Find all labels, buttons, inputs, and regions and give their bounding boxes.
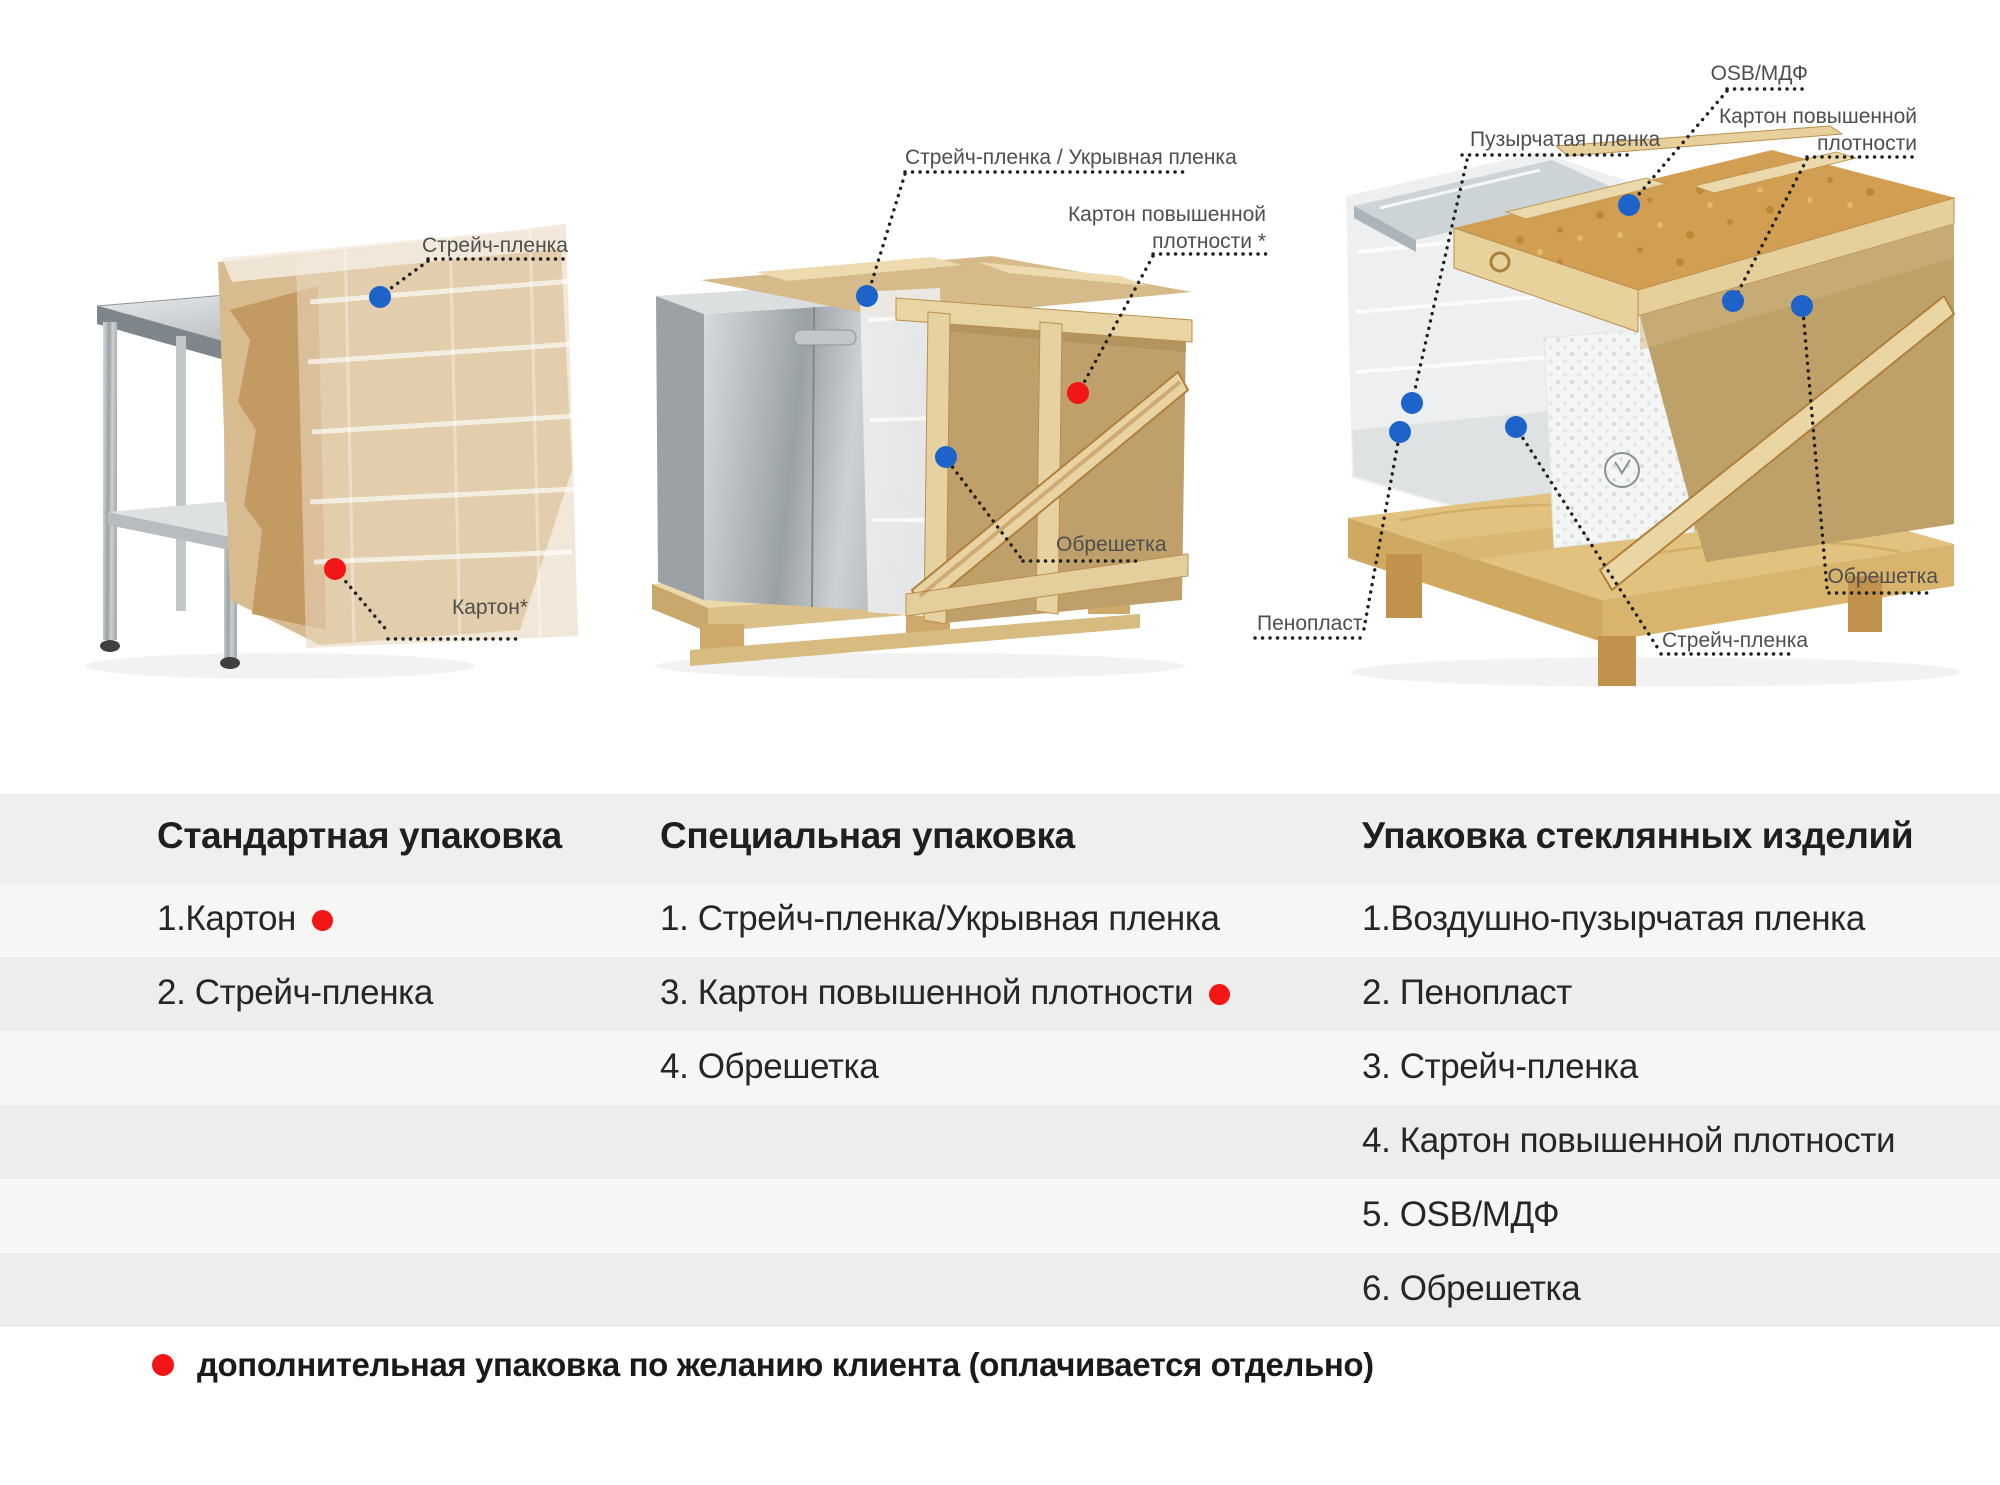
table-item	[1362, 1195, 1559, 1235]
table-item-text: 1.Картон	[157, 899, 296, 938]
blue-marker-dot	[1791, 295, 1813, 317]
table-item	[157, 899, 333, 939]
table-item	[1362, 899, 1865, 939]
table-item-text: 6. Обрешетка	[1362, 1269, 1581, 1308]
paid-extra-red-dot	[312, 910, 333, 931]
footnote-red-dot	[152, 1354, 174, 1376]
label-stretch-film-glass: Стрейч-пленка	[1662, 629, 1809, 652]
table-item	[660, 899, 1220, 939]
blue-marker-dot	[935, 446, 957, 468]
table-item-text: 1.Воздушно-пузырчатая пленка	[1362, 899, 1865, 938]
blue-marker-dot	[1618, 194, 1640, 216]
table-item	[157, 973, 433, 1013]
table-row-band	[0, 1031, 2000, 1105]
label-lath-glass: Обрешетка	[1827, 565, 1938, 588]
paid-extra-red-dot	[1209, 984, 1230, 1005]
label-dense-cardboard-glass: Картон повышенной плотности	[1718, 105, 1917, 156]
table-item	[1362, 1121, 1895, 1161]
label-dense-cardboard-special: Картон повышенной плотности *	[1067, 203, 1266, 254]
table-item-text: 1. Стрейч-пленка/Укрывная пленка	[660, 899, 1220, 938]
label-osb-mdf-glass: OSB/МДФ	[1710, 62, 1808, 85]
column-header-glass: Упаковка стеклянных изделий	[1362, 815, 1914, 856]
column-header-special: Специальная упаковка	[660, 815, 1075, 856]
column-header-standard: Стандартная упаковка	[157, 815, 562, 856]
label-lath-special: Обрешетка	[1056, 533, 1167, 556]
footnote-text: дополнительная упаковка по желанию клиента (оплачивается отдельно)	[197, 1346, 1374, 1383]
blue-marker-dot	[1401, 392, 1423, 414]
label-bubble-wrap-glass: Пузырчатая пленка	[1470, 128, 1661, 151]
photos-illustration	[0, 0, 2000, 700]
label-foam-glass: Пенопласт	[1257, 612, 1363, 635]
label-stretch-film-special: Стрейч-пленка / Укрывная пленка	[905, 146, 1237, 169]
blue-marker-dot	[1505, 416, 1527, 438]
blue-marker-dot	[1389, 421, 1411, 443]
table-row-band	[0, 1253, 2000, 1327]
table-item-text: 3. Картон повышенной плотности	[660, 973, 1194, 1012]
red-marker-dot	[324, 558, 346, 580]
label-cardboard-standard: Картон*	[452, 596, 528, 619]
table-item-text: 5. OSB/МДФ	[1362, 1195, 1560, 1234]
blue-marker-dot	[1722, 290, 1744, 312]
blue-marker-dot	[369, 286, 391, 308]
red-marker-dot	[1067, 382, 1089, 404]
table-item	[1362, 1269, 1580, 1309]
table-item	[660, 1047, 878, 1087]
photo-glass-packaging	[1346, 126, 1956, 686]
ground-shadows	[85, 653, 1960, 687]
table-item	[660, 973, 1230, 1013]
table-row-band	[0, 1179, 2000, 1253]
table-item	[1362, 1047, 1638, 1087]
table-item-text: 2. Пенопласт	[1362, 973, 1572, 1012]
photo-special-packaging	[652, 256, 1192, 666]
table-item-text: 3. Стрейч-пленка	[1362, 1047, 1638, 1086]
table-item	[1362, 973, 1572, 1013]
table-item-text: 2. Стрейч-пленка	[157, 973, 433, 1012]
blue-marker-dot	[856, 285, 878, 307]
table-item-text: 4. Обрешетка	[660, 1047, 879, 1086]
table-item-text: 4. Картон повышенной плотности	[1362, 1121, 1896, 1160]
label-stretch-film-standard: Стрейч-пленка	[421, 234, 568, 257]
